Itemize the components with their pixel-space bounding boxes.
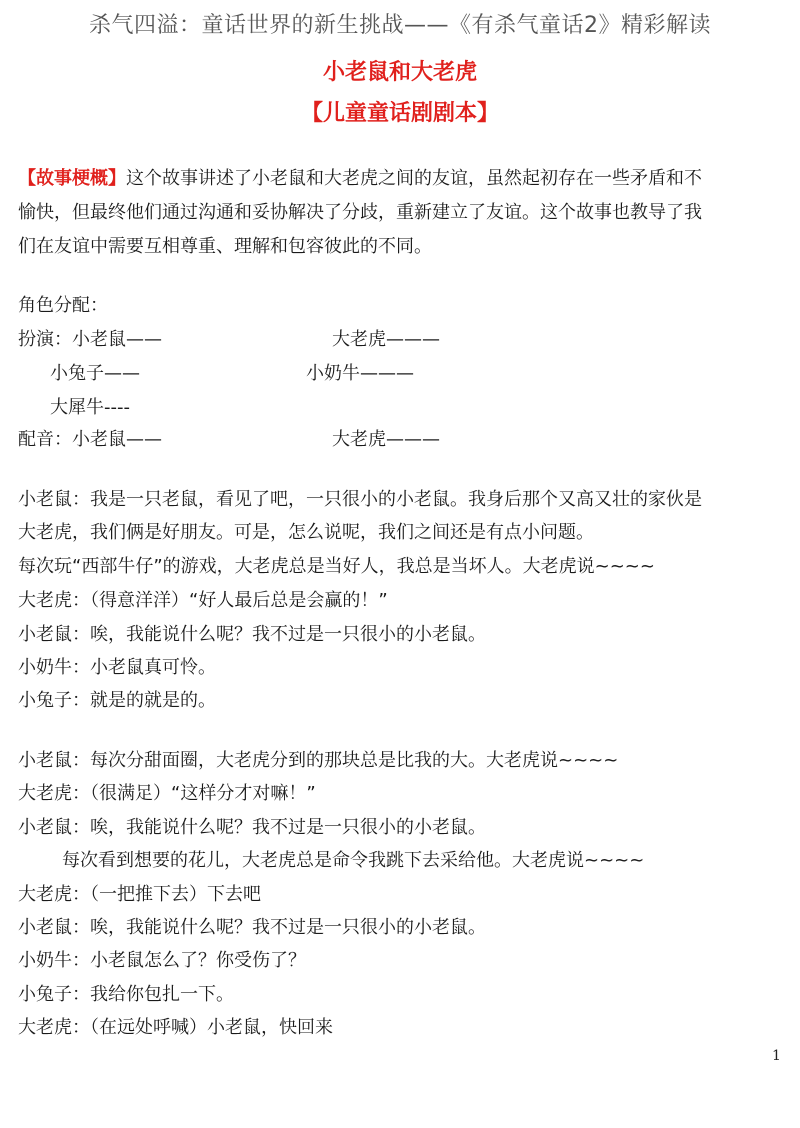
summary-line: 愉快，但最终他们通过沟通和妥协解决了分歧，重新建立了友谊。这个故事也教导了我 <box>18 202 702 223</box>
dialogue-line: 大老虎：（在远处呼喊）小老鼠，快回来 <box>18 1017 333 1038</box>
dialogue-line: 小兔子：我给你包扎一下。 <box>18 984 234 1005</box>
summary-line <box>18 168 702 190</box>
summary-line: 们在友谊中需要互相尊重、理解和包容彼此的不同。 <box>18 236 432 257</box>
document-subtitle: 【儿童童话剧剧本】 <box>300 101 499 126</box>
dialogue-line: 大老虎：（得意洋洋）“好人最后总是会赢的！” <box>18 590 388 611</box>
dialogue-line: 大老虎，我们俩是好朋友。可是，怎么说呢，我们之间还是有点小问题。 <box>18 522 594 543</box>
dialogue-line: 大老虎：（一把推下去）下去吧 <box>18 884 261 905</box>
dialogue-line: 大老虎：（很满足）“这样分才对嘛！” <box>18 783 316 804</box>
cast-voice-tiger: 大老虎——— <box>332 429 440 450</box>
document-title: 小老鼠和大老虎 <box>322 60 477 85</box>
dialogue-line: 每次看到想要的花儿，大老虎总是命令我跳下去采给他。大老虎说~~~~ <box>62 850 645 871</box>
roles-heading: 角色分配： <box>18 295 108 316</box>
cast-calf: 小奶牛——— <box>306 363 414 384</box>
cast-acting-mouse: 扮演：小老鼠—— <box>18 329 162 350</box>
dialogue-line: 小奶牛：小老鼠真可怜。 <box>18 657 216 678</box>
dialogue-line: 每次玩“西部牛仔”的游戏，大老虎总是当好人，我总是当坏人。大老虎说~~~~ <box>18 556 655 577</box>
cast-acting-tiger: 大老虎——— <box>332 329 440 350</box>
dialogue-line: 小老鼠：我是一只老鼠，看见了吧，一只很小的小老鼠。我身后那个又高又壮的家伙是 <box>18 489 702 510</box>
dialogue-line: 小老鼠：每次分甜面圈，大老虎分到的那块总是比我的大。大老虎说~~~~ <box>18 750 619 771</box>
dialogue-line: 小兔子：就是的就是的。 <box>18 690 216 711</box>
header-title: 杀气四溢：童话世界的新生挑战——《有杀气童话2》精彩解读 <box>89 13 711 38</box>
page-number: 1 <box>772 1048 781 1064</box>
cast-rhino: 大犀牛---- <box>50 397 130 418</box>
dialogue-line: 小奶牛：小老鼠怎么了？你受伤了？ <box>18 950 306 971</box>
summary-text: 这个故事讲述了小老鼠和大老虎之间的友谊，虽然起初存在一些矛盾和不 <box>126 168 702 189</box>
dialogue-line: 小老鼠：唉，我能说什么呢？我不过是一只很小的小老鼠。 <box>18 624 486 645</box>
cast-voice-mouse: 配音：小老鼠—— <box>18 429 162 450</box>
cast-rabbit: 小兔子—— <box>50 363 140 384</box>
dialogue-line: 小老鼠：唉，我能说什么呢？我不过是一只很小的小老鼠。 <box>18 817 486 838</box>
summary-label: 【故事梗概】 <box>18 168 126 189</box>
dialogue-line: 小老鼠：唉，我能说什么呢？我不过是一只很小的小老鼠。 <box>18 917 486 938</box>
